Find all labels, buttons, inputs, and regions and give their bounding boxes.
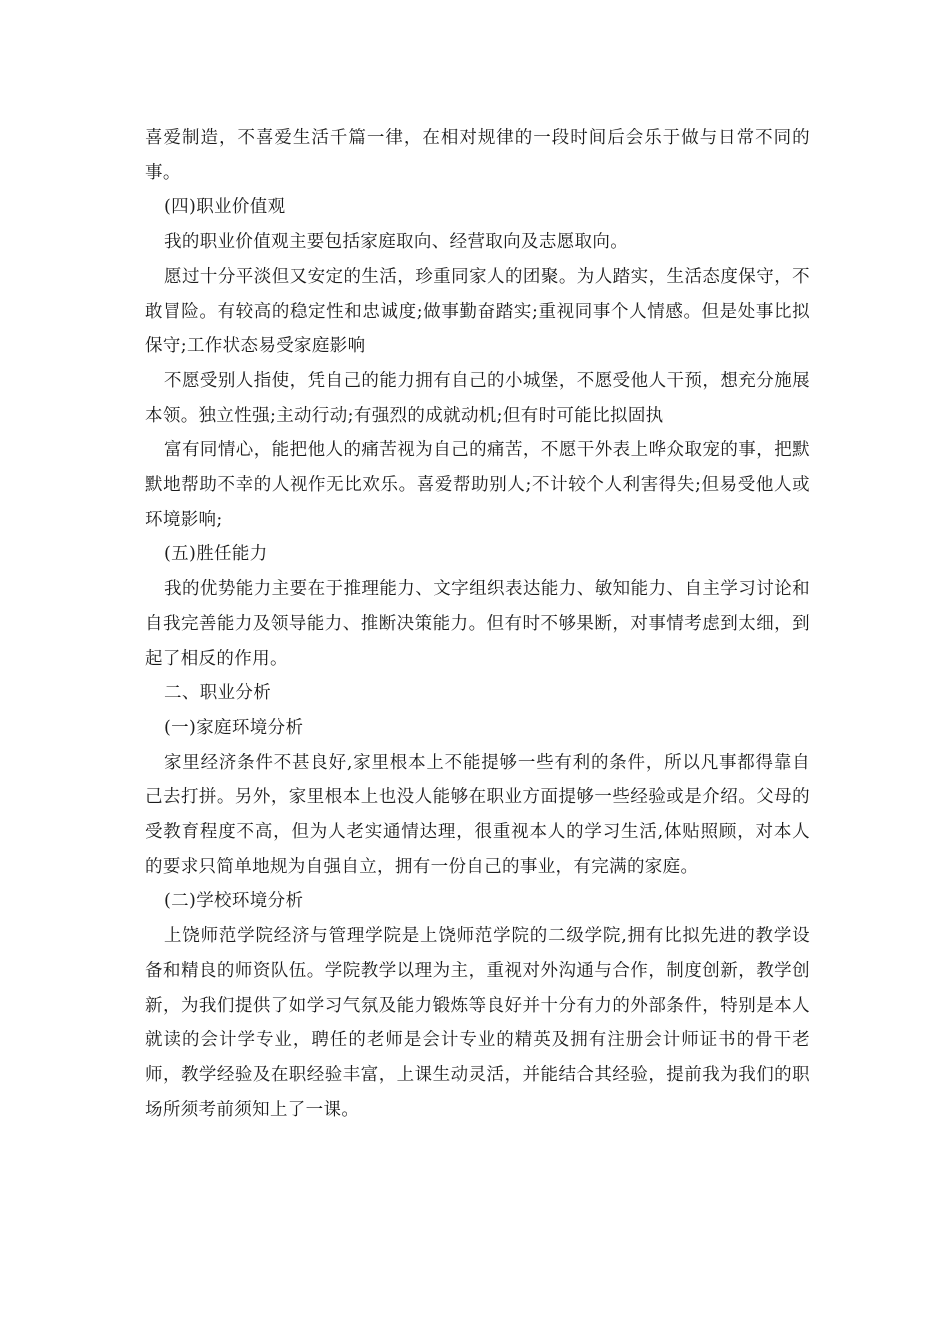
paragraph-business-orientation: 不愿受别人指使，凭自己的能力拥有自己的小城堡，不愿受他人干预，想充分施展本领。独立性强;主动行动;有强烈的成就动机;但有时可能比拟固执	[145, 370, 810, 426]
paragraph-competence: 我的优势能力主要在于推理能力、文字组织表达能力、敏知能力、自主学习讨论和自我完善能力及领导能力、推断决策能力。但有时不够果断，对事情考虑到太细，到起了相反的作用。	[145, 579, 810, 669]
paragraph-school-environment: 上饶师范学院经济与管理学院是上饶师范学院的二级学院,拥有比拟先进的教学设备和精良的师资队伍。学院教学以理为主，重视对外沟通与合作，制度创新，教学创新，为我们提供了如学习气氛及能力锻炼等良好并十分有力的外部条件，特别是本人就读的会计学专业，聘任的老师是会计专业的精英及拥有注册会计师证书的骨干老师，教学经验及在职经验丰富，上课生动灵活，并能结合其经验，提前我为我们的职场所须考前须知上了一课。	[145, 926, 810, 1120]
heading-career-analysis: 二、职业分析	[164, 683, 272, 704]
heading-family-environment: (一)家庭环境分析	[164, 717, 304, 738]
document-body	[145, 121, 810, 1127]
heading-competence: (五)胜任能力	[164, 544, 268, 565]
paragraph-continuation: 喜爱制造，不喜爱生活千篇一律，在相对规律的一段时间后会乐于做与日常不同的事。	[145, 128, 810, 183]
paragraph-family-environment: 家里经济条件不甚良好,家里根本上不能提够一些有利的条件，所以凡事都得靠自己去打拼。另外，家里根本上也没人能够在职业方面提够一些经验或是介绍。父母的受教育程度不高，但为人老实通情达理，很重视本人的学习生活,体贴照顾，对本人的要求只简单地规为自强自立，拥有一份自己的事业，有完满的家庭。	[145, 752, 810, 877]
paragraph-volunteer-orientation: 富有同情心，能把他人的痛苦视为自己的痛苦，不愿干外表上哗众取宠的事，把默默地帮助不幸的人视作无比欢乐。喜爱帮助别人;不计较个人利害得失;但易受他人或环境影响;	[145, 440, 810, 530]
paragraph-values-summary: 我的职业价值观主要包括家庭取向、经营取向及志愿取向。	[164, 232, 629, 253]
heading-career-values: (四)职业价值观	[164, 197, 286, 218]
heading-school-environment: (二)学校环境分析	[164, 891, 304, 912]
paragraph-family-orientation: 愿过十分平淡但又安定的生活，珍重同家人的团聚。为人踏实，生活态度保守，不敢冒险。有较高的稳定性和忠诚度;做事勤奋踏实;重视同事个人情感。但是处事比拟保守;工作状态易受家庭影响	[145, 266, 810, 357]
